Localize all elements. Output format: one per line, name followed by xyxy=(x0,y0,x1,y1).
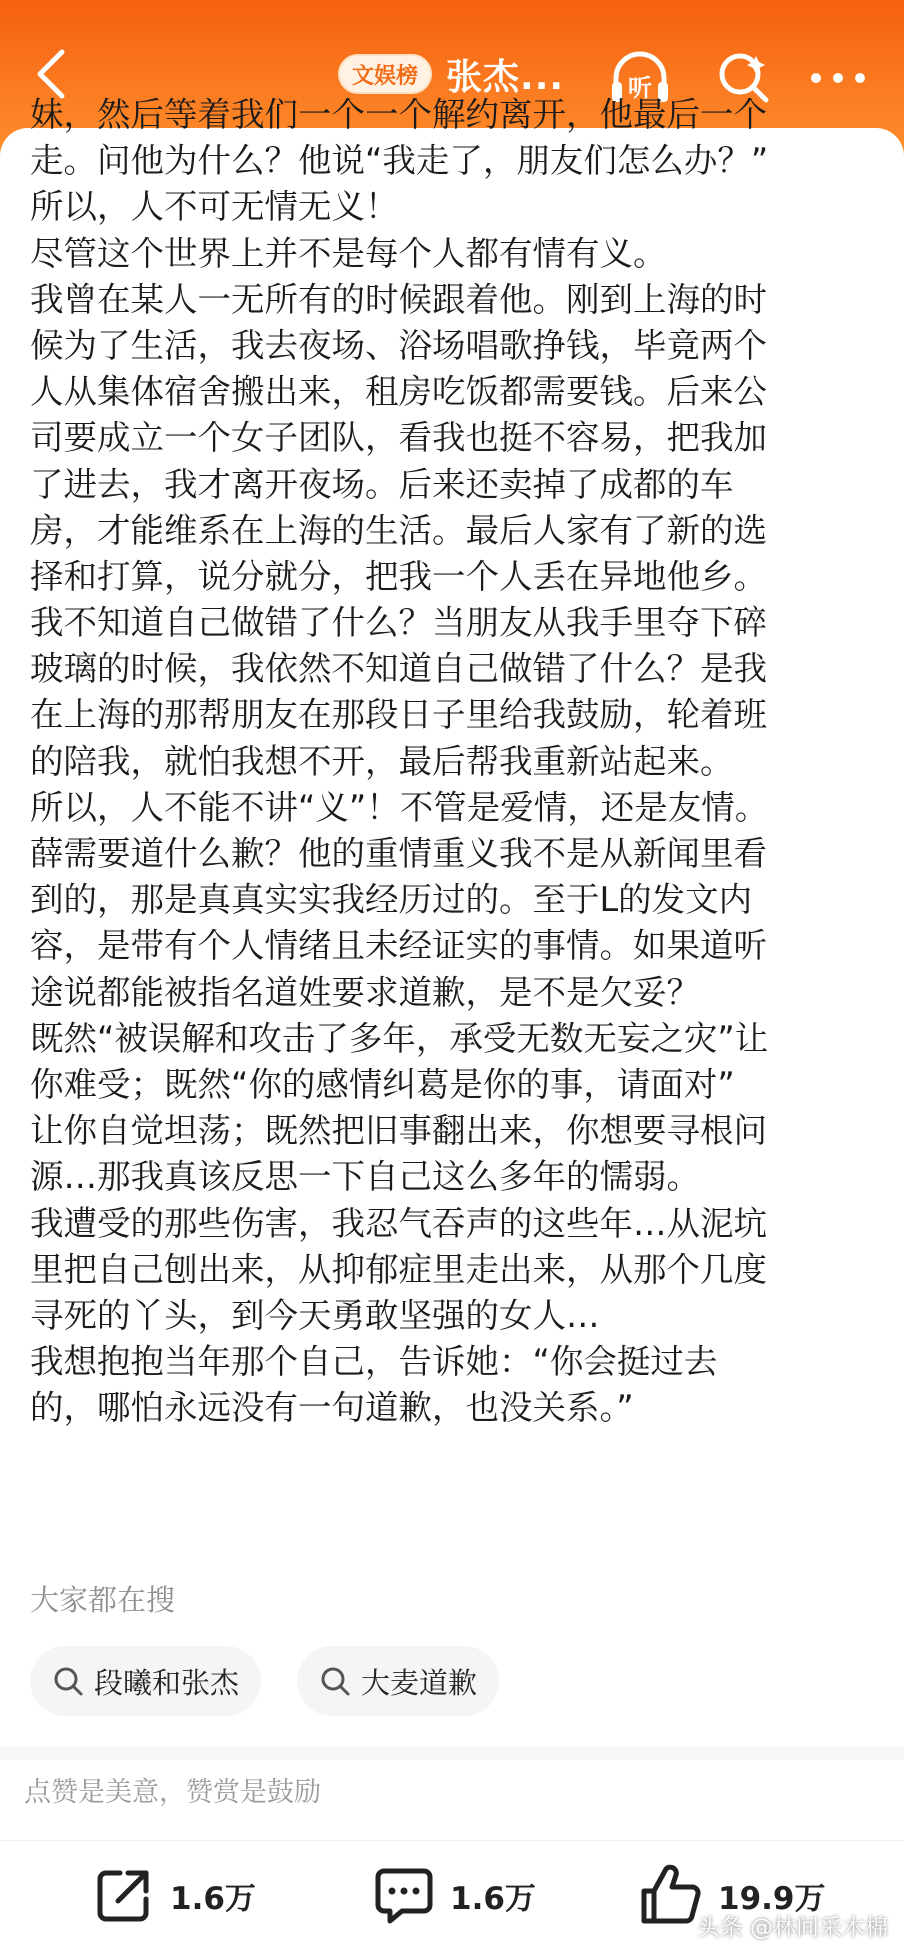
article-line: 既然“被误解和攻击了多年，承受无数无妄之灾”让 xyxy=(30,1018,769,1058)
section-divider xyxy=(0,1746,904,1760)
article-line: 你难受；既然“你的感情纠葛是你的事，请面对” xyxy=(30,1064,735,1104)
article-line: 途说都能被指名道姓要求道歉，是不是欠妥？ xyxy=(30,972,700,1012)
listen-label: 听 xyxy=(628,74,652,102)
article-line: 到的，那是真真实实我经历过的。至于L的发文内 xyxy=(30,880,753,920)
article-line: 房，才能维系在上海的生活。最后人家有了新的选 xyxy=(30,510,767,550)
search-chip-damai-apology[interactable] xyxy=(297,1646,499,1716)
article-line: 的陪我，就怕我想不开，最后帮我重新站起来。 xyxy=(30,741,734,781)
article-body xyxy=(30,95,880,1568)
article-line: 所以，人不可无情无义！ xyxy=(30,187,399,227)
share-button[interactable] xyxy=(92,1855,256,1935)
article-line: 寻死的丫头，到今天勇敢坚强的女人… xyxy=(30,1295,600,1335)
like-count: 19.9万 xyxy=(718,1880,826,1917)
article-line: 玻璃的时候，我依然不知道自己做错了什么？是我 xyxy=(30,649,767,689)
praise-note: 点赞是美意，赞赏是鼓励 xyxy=(24,1777,321,1808)
more-dots-icon xyxy=(808,68,868,88)
comment-count: 1.6万 xyxy=(450,1880,536,1917)
search-icon xyxy=(319,1665,351,1697)
article-line: 人从集体宿舍搬出来，租房吃饭都需要钱。后来公 xyxy=(30,372,767,412)
article-line: 妹，然后等着我们一个一个解约离开，他最后一个 xyxy=(30,95,767,134)
article-line: 了进去，我才离开夜场。后来还卖掉了成都的车 xyxy=(30,464,734,504)
article-line: 候为了生活，我去夜场、浴场唱歌挣钱，毕竟两个 xyxy=(30,325,767,365)
search-chip-label: 大麦道歉 xyxy=(361,1665,478,1700)
thumbs-up-icon xyxy=(638,1863,704,1927)
article-line: 的，哪怕永远没有一句道歉，也没关系。” xyxy=(30,1388,634,1428)
article-line: 薛需要道什么歉？他的重情重义我不是从新闻里看 xyxy=(30,834,767,873)
article-line: 在上海的那帮朋友在那段日子里给我鼓励，轮着班 xyxy=(30,695,767,735)
article-line: 尽管这个世界上并不是每个人都有情有义。 xyxy=(30,233,667,273)
page-title-group xyxy=(338,50,564,98)
article-line: 容，是带有个人情绪且未经证实的事情。如果道听 xyxy=(30,926,767,966)
comment-icon xyxy=(372,1863,436,1927)
search-chip-label: 段曦和张杰 xyxy=(94,1665,240,1700)
article-line: 我曾在某人一无所有的时候跟着他。刚到上海的时 xyxy=(30,279,767,319)
bottom-action-bar xyxy=(0,1840,904,1958)
article-line: 走。问他为什么？他说“我走了，朋友们怎么办？” xyxy=(30,141,769,181)
article-line: 我想抱抱当年那个自己，告诉她：“你会挺过去 xyxy=(30,1342,718,1382)
article-line: 让你自觉坦荡；既然把旧事翻出来，你想要寻根问 xyxy=(30,1111,767,1151)
article-line: 司要成立一个女子团队，看我也挺不容易，把我加 xyxy=(30,418,767,458)
article-card xyxy=(0,95,904,1828)
page-title: 张杰... xyxy=(446,56,565,98)
article-line: 我遭受的那些伤害，我忍气吞声的这些年…从泥坑 xyxy=(30,1203,767,1243)
article-line: 我不知道自己做错了什么？当朋友从我手里夺下碎 xyxy=(30,603,767,643)
article-text xyxy=(30,92,880,1431)
search-icon xyxy=(52,1665,84,1697)
comment-button[interactable] xyxy=(372,1855,536,1935)
share-count: 1.6万 xyxy=(170,1880,256,1917)
article-line: 择和打算，说分就分，把我一个人丢在异地他乡。 xyxy=(30,556,767,596)
article-line: 所以，人不能不讲“义”！不管是爱情，还是友情。 xyxy=(30,787,769,827)
article-line: 源…那我真该反思一下自己这么多年的懦弱。 xyxy=(30,1157,700,1197)
ranking-badge[interactable]: 文娱榜 xyxy=(338,54,432,94)
search-chip-duanxi-zhangjie[interactable] xyxy=(30,1646,261,1716)
trending-search-title: 大家都在搜 xyxy=(30,1583,176,1617)
article-line: 里把自己刨出来，从抑郁症里走出来，从那个几度 xyxy=(30,1249,767,1289)
share-icon xyxy=(92,1863,156,1927)
watermark: 头条 @林间采木棉 xyxy=(696,1915,888,1941)
